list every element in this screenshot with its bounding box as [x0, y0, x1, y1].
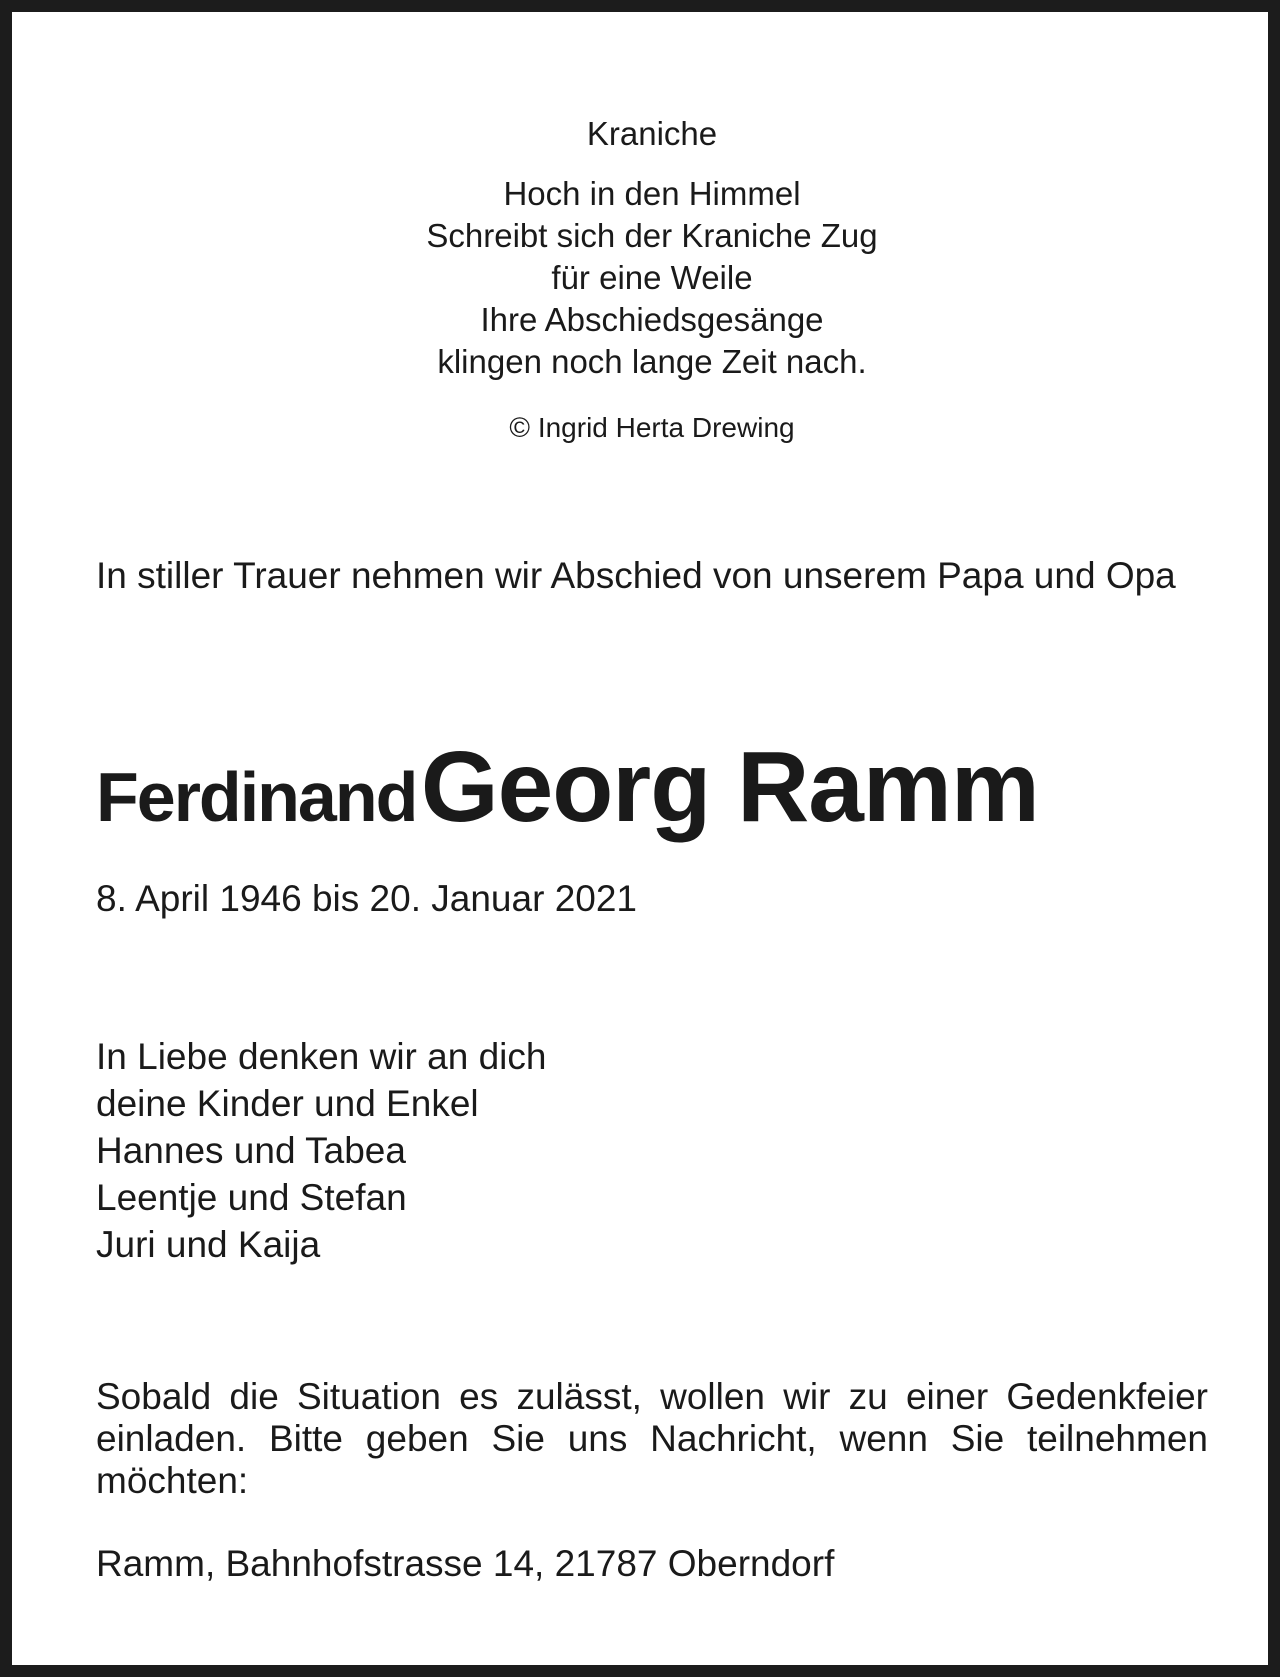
poem-line: für eine Weile: [551, 259, 753, 296]
poem-title: Kraniche: [586, 115, 718, 152]
deceased-surname: Georg Ramm: [420, 731, 1039, 843]
poem-line: Ihre Abschiedsgesänge: [480, 301, 824, 338]
family-line: deine Kinder und Enkel: [96, 1083, 479, 1124]
poem-copyright: © Ingrid Herta Drewing: [509, 412, 795, 443]
mourning-intro: In stiller Trauer nehmen wir Abschied von unserem Papa und Opa: [96, 555, 1176, 596]
memorial-notice: Sobald die Situation es zulässt, wollen wir zu einer Gedenkfeier einladen. Bitte geben Sie uns Nachricht, wenn Sie teilnehmen möchten:: [96, 1376, 1208, 1501]
family-line: Hannes und Tabea: [96, 1130, 406, 1171]
contact-address: Ramm, Bahnhofstrasse 14, 21787 Oberndorf: [96, 1543, 835, 1584]
family-line: In Liebe denken wir an dich: [96, 1036, 547, 1077]
poem-verse: [12, 173, 1280, 383]
deceased-first-name: Ferdinand: [96, 758, 417, 836]
poem-line: klingen noch lange Zeit nach.: [437, 343, 867, 380]
family-line: Leentje und Stefan: [96, 1177, 407, 1218]
poem-line: Hoch in den Himmel: [503, 175, 801, 212]
life-dates: 8. April 1946 bis 20. Januar 2021: [96, 878, 637, 919]
family-line: Juri und Kaija: [96, 1224, 321, 1265]
poem-line: Schreibt sich der Kraniche Zug: [426, 217, 878, 254]
family-list: [96, 1033, 1208, 1268]
deceased-name: [96, 732, 1208, 872]
